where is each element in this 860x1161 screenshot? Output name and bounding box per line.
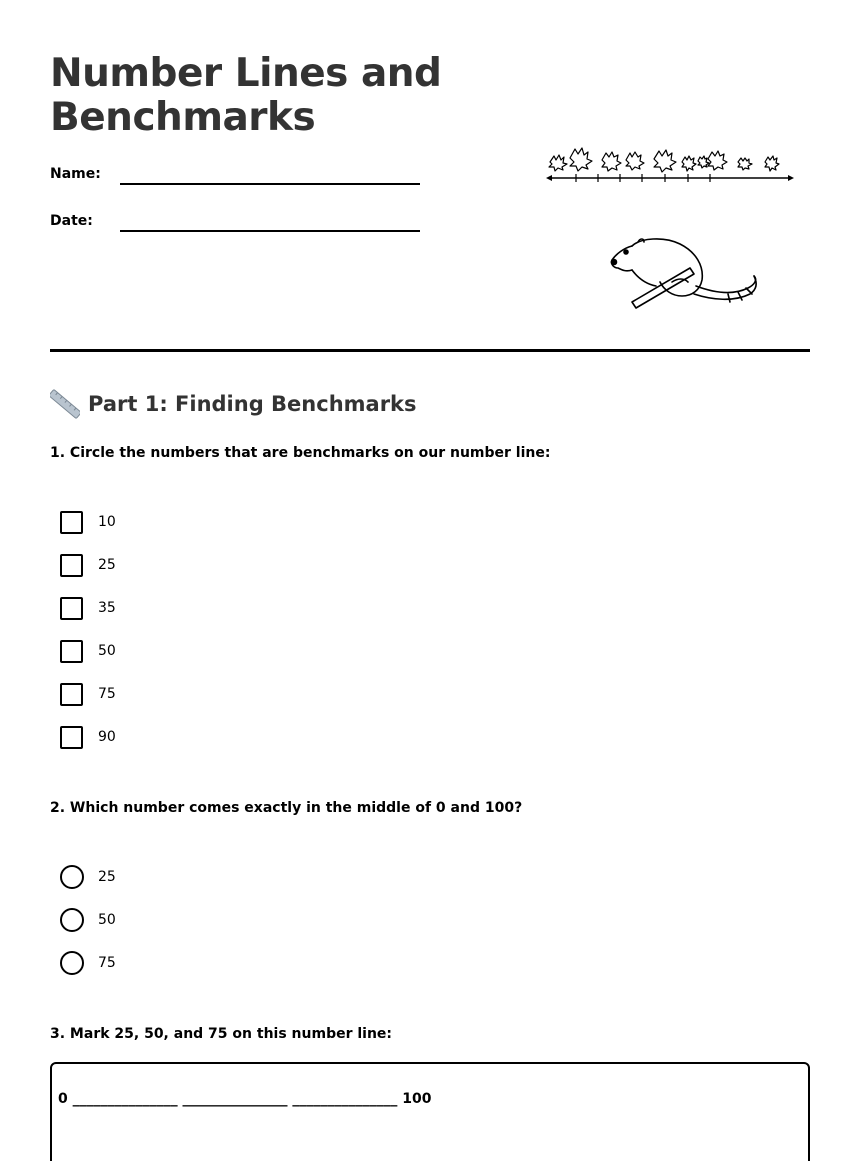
part1-header	[50, 388, 417, 420]
ruler-icon	[50, 389, 80, 419]
checkbox[interactable]	[60, 554, 83, 577]
worksheet-title	[50, 52, 470, 140]
question-1: 1. Circle the numbers that are benchmarks on our number line:	[50, 445, 551, 461]
date-label: Date:	[50, 213, 93, 229]
q1-option[interactable]	[60, 639, 116, 663]
question-2: 2. Which number comes exactly in the middle of 0 and 100?	[50, 800, 523, 816]
name-field[interactable]	[50, 166, 430, 196]
q1-option-label: 50	[98, 643, 116, 659]
title-line-1: Number Lines and	[50, 51, 442, 96]
radio-button[interactable]	[60, 908, 84, 932]
number-line-prompt: 0 _______________ _______________ _______________ 100	[58, 1091, 432, 1107]
q1-option-label: 25	[98, 557, 116, 573]
name-label: Name:	[50, 166, 101, 182]
checkbox[interactable]	[60, 683, 83, 706]
date-line[interactable]	[120, 230, 420, 232]
q1-option-label: 90	[98, 729, 116, 745]
title-line-2: Benchmarks	[50, 95, 316, 140]
q1-option[interactable]	[60, 725, 116, 749]
q1-option[interactable]	[60, 682, 116, 706]
q2-option[interactable]	[60, 865, 116, 889]
q1-option[interactable]	[60, 553, 116, 577]
name-line[interactable]	[120, 183, 420, 185]
date-field[interactable]	[50, 213, 430, 243]
part1-title: Part 1: Finding Benchmarks	[88, 392, 417, 416]
checkbox[interactable]	[60, 726, 83, 749]
number-line-answer-box[interactable]	[50, 1062, 810, 1161]
q2-option-label: 50	[98, 912, 116, 928]
q2-option-label: 25	[98, 869, 116, 885]
q1-option-label: 10	[98, 514, 116, 530]
checkbox[interactable]	[60, 511, 83, 534]
question-3: 3. Mark 25, 50, and 75 on this number line:	[50, 1026, 393, 1042]
beaver-illustration	[602, 230, 762, 310]
q2-option[interactable]	[60, 908, 116, 932]
radio-button[interactable]	[60, 865, 84, 889]
checkbox[interactable]	[60, 640, 83, 663]
q2-option-label: 75	[98, 955, 116, 971]
q1-option-label: 75	[98, 686, 116, 702]
q1-option[interactable]	[60, 596, 116, 620]
checkbox[interactable]	[60, 597, 83, 620]
q1-option-label: 35	[98, 600, 116, 616]
leaf-number-line-illustration	[540, 140, 800, 190]
radio-button[interactable]	[60, 951, 84, 975]
q1-option[interactable]	[60, 510, 116, 534]
q2-option[interactable]	[60, 951, 116, 975]
header-divider	[50, 349, 810, 352]
